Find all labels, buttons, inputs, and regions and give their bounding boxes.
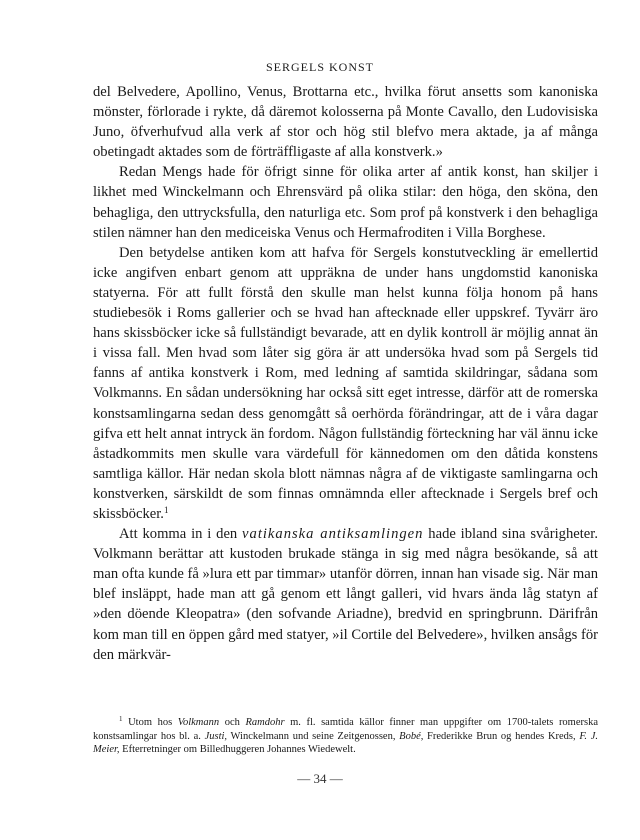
footnote-author-volkmann: Volkmann (177, 717, 220, 728)
page-number: — 34 — (297, 771, 343, 786)
footnote-text: Frederikke Brun og hendes Kreds, (423, 730, 580, 742)
paragraph-vatikan (93, 524, 598, 665)
footnote-text: Winckelmann und seine Zeitgenossen, (227, 730, 400, 742)
body-text (93, 82, 598, 665)
paragraph-antiken (93, 243, 598, 524)
footnote-author-justi: Justi, (204, 730, 228, 742)
footnote-text: och (219, 717, 246, 728)
running-head: SERGELS KONST (265, 60, 374, 74)
paragraph-continued: del Belvedere, Apollino, Venus, Brottarna etc., hvilka förut ansetts som kanoniska mönster, förlorade i rykte, då däremot kolosserna på Monte Cavallo, den Ludovisiska Juno, öfverhufvud alla verk af stor och hög stil blefvo mera aktade, ja af många obetingadt aktades som de förträffligaste af alla konstverk.» (93, 84, 598, 161)
footnote-author-bobe: Bobé, (399, 730, 424, 742)
paragraph-mengs: Redan Mengs hade för öfrigt sinne för olika arter af antik konst, han skiljer i likhet med Winckelmann och Ehrensvärd på olika stilar: den höga, den sköna, den behagliga, den uttrycksfulla, den naturliga etc. Som prof på konstverk i den behagliga stilen nämner han den mediceiska Venus och Hermafroditen i Villa Borghese. (93, 164, 598, 241)
paragraph-vatikan-end: hade ibland sina svårigheter. Volkmann berättar att kustoden brukade stänga in sig med några besökande, så att man ofta kunde få »lura ett par timmar» utanför dörren, innan han visade sig. När man blef insläppt, hade man att gå genom ett långt galleri, vid hvars ända låg statyn af »den döende Kleopatra» (den sofvande Ariadne), bredvid en springbrunn. Därifrån kom man till en öppen gård med statyer, »il Cortile del Belvedere», hvilken ansågs för den märkvär- (93, 526, 598, 663)
vatikanska-antiksamlingen-emphasis: vatikanska antiksamlingen (242, 526, 424, 543)
footnote-text: m. fl. samtida källor finner man uppgifter om 1700-talets romerska konstsamlingar hos bl. a. (93, 717, 599, 742)
footnote-text: Efterretninger om Billedhuggeren Johannes Wiedewelt. (119, 744, 356, 755)
footnote-reference: 1 (163, 504, 169, 515)
footnote-text: Utom hos (128, 717, 178, 728)
footnote-number: 1 (119, 715, 123, 723)
footnote-author-ramdohr: Ramdohr (245, 717, 285, 728)
footnote (93, 716, 598, 757)
footnote-author-meier: F. J. Meier, (93, 730, 599, 755)
paragraph-antiken-text: Den betydelse antiken kom att hafva för Sergels konstutveckling är emellertid icke angifven enbart genom att uppräkna de under hans ungdomstid kanoniska statyerna. För att fullt förstå den skulle man helst kunna följa honom på hans studiebesök i Roms gallerier och se hvad han aftecknade eller uppskref. Tyvärr äro hans skissböcker icke så fullständigt bevarade, att en dylik kontroll är möjlig annat än i vissa fall. Men hvad som låter sig göra är att undersöka hvad som på Sergels tid fanns af antika konstverk i Rom, med ledning af samtida skildringar, sådana som Volkmanns. En sådan undersökning har också sitt eget intresse, därför att de romerska konstsamlingarna sedan dess genomgått så oerhörda förändringar, att de i våra dagar gifva ett helt annat intryck än fordom. Någon fullständig förteckning har väl ännu icke åstadkommits men skulle vara värdefull för kännedomen om den dåtida konstens samtliga källor. Här nedan skola blott nämnas några af de viktigaste samlingarna och konstverken, särskildt de som finnas omnämnda eller aftecknade i Sergels bref och skissböcker. (93, 244, 598, 522)
paragraph-vatikan-start: Att komma in i den (119, 526, 243, 543)
